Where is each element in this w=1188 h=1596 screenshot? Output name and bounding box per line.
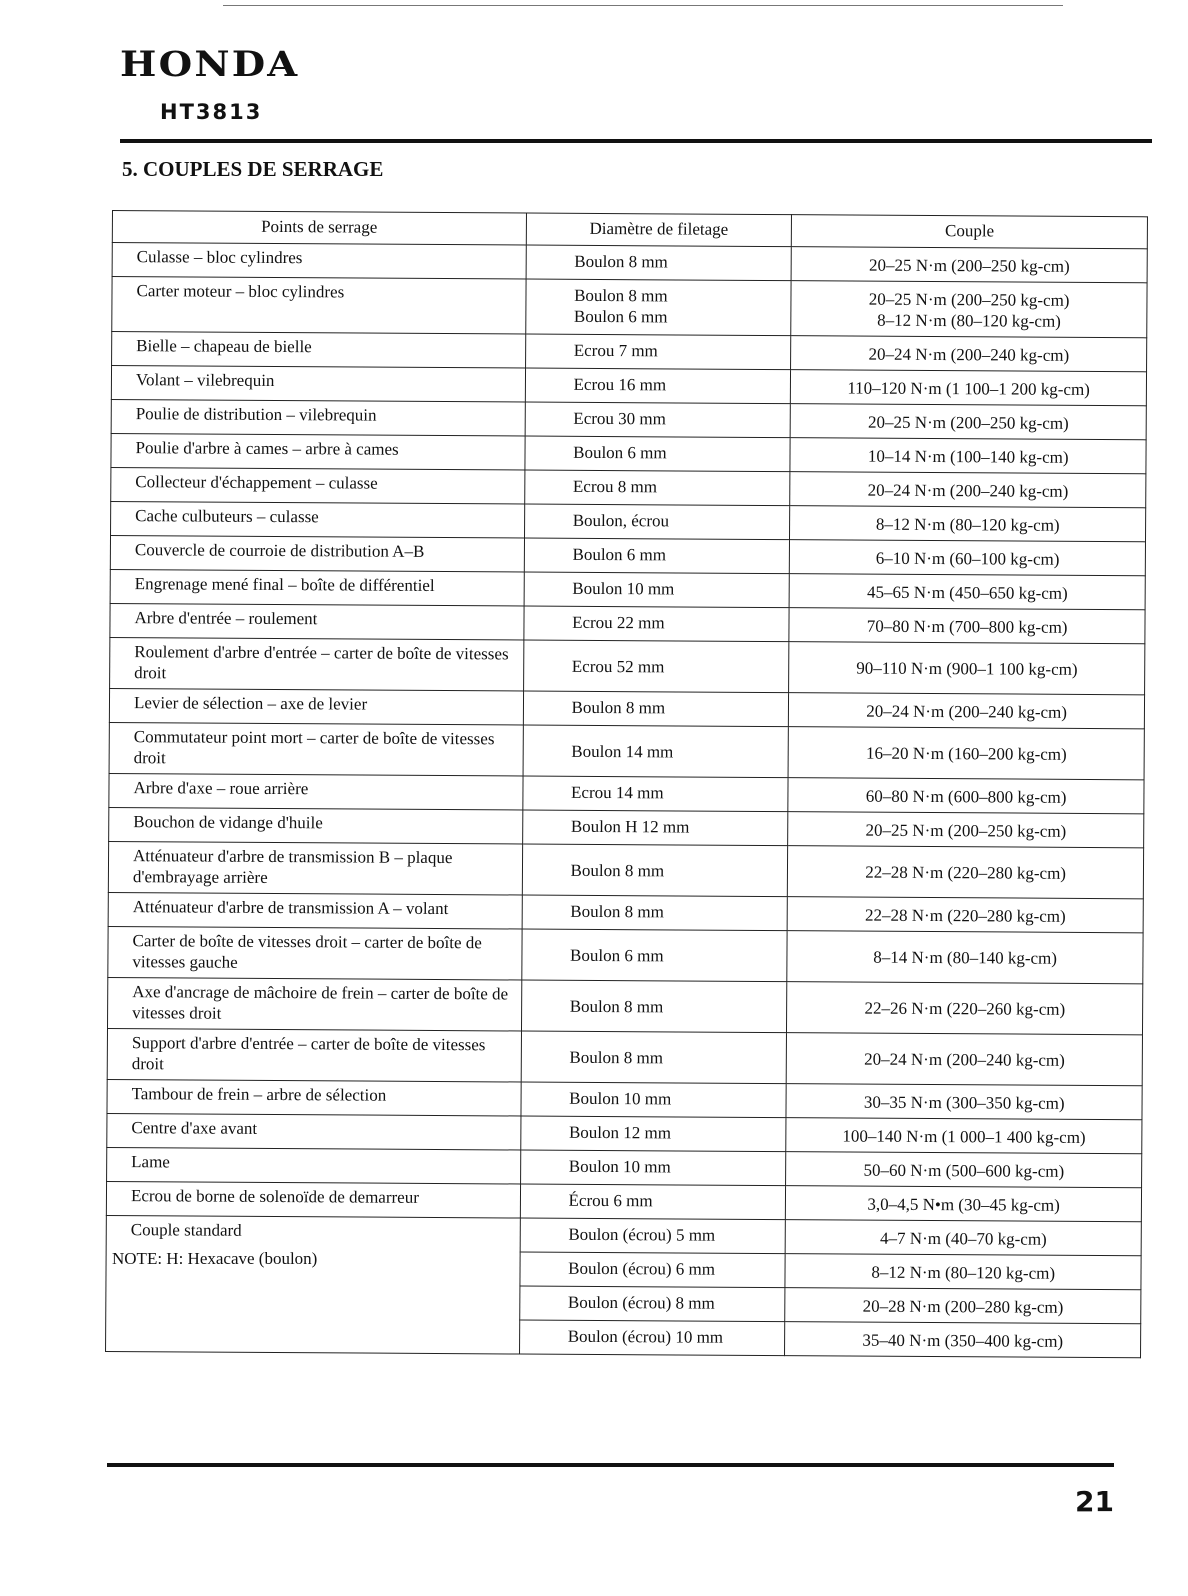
torque-value <box>786 1084 1142 1120</box>
thread-diameter <box>525 436 791 472</box>
torque-text: 22–26 N·m (220–260 kg-cm) <box>864 998 1066 1019</box>
torque-value <box>791 281 1147 338</box>
honda-logo: HONDA <box>120 44 300 85</box>
tightening-point: Roulement d'arbre d'entrée – carter de boîte de vitesses droit <box>110 637 524 691</box>
tightening-point: Culasse – bloc cylindres <box>112 243 526 280</box>
torque-text: 20–24 N·m (200–240 kg-cm) <box>868 344 1070 365</box>
thread-diameter <box>523 640 789 693</box>
thread-diameter <box>520 1150 786 1186</box>
torque-value: 35–40 N·m (350–400 kg-cm) <box>785 1322 1141 1358</box>
tightening-point: Atténuateur d'arbre de transmission A – volant <box>108 892 522 929</box>
thread-diameter <box>522 810 788 846</box>
torque-value <box>789 693 1145 729</box>
tightening-point: Bielle – chapeau de bielle <box>112 332 526 369</box>
thread-value: Ecrou 8 mm <box>572 476 658 497</box>
thread-value: Boulon 8 mm <box>569 1047 664 1067</box>
thread-diameter <box>523 725 789 778</box>
tightening-point: Carter moteur – bloc cylindres <box>112 277 526 335</box>
tightening-point: Atténuateur d'arbre de transmission B – plaque d'embrayage arrière <box>108 841 522 895</box>
tightening-point: Cache culbuteurs – culasse <box>111 501 525 538</box>
torque-text: 100–140 N·m (1 000–1 400 kg-cm) <box>842 1126 1086 1147</box>
tightening-point: Poulie de distribution – vilebrequin <box>111 399 525 436</box>
thread-value: Boulon 8 mm <box>574 285 668 306</box>
torque-text: 3,0–4,5 N•m (30–45 kg-cm) <box>867 1194 1060 1215</box>
torque-value <box>788 897 1144 933</box>
thread-diameter <box>523 691 789 727</box>
tightening-point: Levier de sélection – axe de levier <box>109 688 523 725</box>
torque-value <box>791 404 1147 440</box>
torque-text: 20–25 N·m (200–250 kg-cm) <box>865 820 1067 841</box>
torque-value <box>791 336 1147 372</box>
thread-diameter <box>522 776 788 812</box>
tightening-point: Volant – vilebrequin <box>111 366 525 403</box>
tightening-point: Engrenage mené final – boîte de différentiel <box>110 569 524 606</box>
torque-value <box>791 370 1147 406</box>
torque-text: 8–14 N·m (80–140 kg-cm) <box>873 947 1058 968</box>
torque-text: 90–110 N·m (900–1 100 kg-cm) <box>856 658 1078 679</box>
torque-text: 20–24 N·m (200–240 kg-cm) <box>866 701 1068 722</box>
thread-value: Écrou 6 mm <box>568 1190 653 1211</box>
thread-value: Boulon 10 mm <box>569 1088 672 1109</box>
table-row <box>109 722 1144 779</box>
table-row <box>108 926 1143 983</box>
torque-text: 20–25 N·m (200–250 kg-cm) <box>868 412 1069 433</box>
tightening-point: Support d'arbre d'entrée – carter de boîte de vitesses droit <box>107 1028 521 1082</box>
torque-text: 20–24 N·m (200–240 kg-cm) <box>864 1049 1065 1070</box>
thread-diameter <box>522 844 788 897</box>
model-number: HT3813 <box>160 100 263 124</box>
torque-text: 50–60 N·m (500–600 kg-cm) <box>863 1160 1065 1181</box>
column-header-points: Points de serrage <box>112 211 526 246</box>
table-row <box>112 277 1147 338</box>
thread-value: Boulon 8 mm <box>570 901 664 922</box>
thread-value: Boulon 14 mm <box>571 741 674 761</box>
torque-text: 8–12 N·m (80–120 kg-cm) <box>877 310 1061 331</box>
table-row <box>108 977 1143 1034</box>
tightening-point: Couvercle de courroie de distribution A–B <box>110 535 524 572</box>
torque-value <box>788 846 1144 899</box>
thread-value: Boulon 6 mm <box>573 442 667 463</box>
torque-value <box>791 247 1147 283</box>
thread-value: Boulon 8 mm <box>574 251 668 272</box>
thread-value: Boulon, écrou <box>572 510 670 531</box>
thread-value: Boulon 6 mm <box>570 945 664 965</box>
torque-text: 10–14 N·m (100–140 kg-cm) <box>867 446 1069 467</box>
thread-value: Boulon H 12 mm <box>570 816 690 837</box>
thread-diameter <box>521 1031 787 1084</box>
tightening-point: Commutateur point mort – carter de boîte de vitesses droit <box>109 722 523 776</box>
torque-text: 70–80 N·m (700–800 kg-cm) <box>866 616 1068 637</box>
torque-text: 20–24 N·m (200–240 kg-cm) <box>867 480 1069 501</box>
torque-value: 20–28 N·m (200–280 kg-cm) <box>785 1288 1141 1324</box>
torque-value <box>790 540 1146 576</box>
thread-diameter: Boulon (écrou) 8 mm <box>519 1286 785 1322</box>
thread-diameter <box>525 402 791 438</box>
torque-text: 20–25 N·m (200–250 kg-cm) <box>868 289 1070 310</box>
torque-value <box>789 574 1145 610</box>
page-number: 21 <box>1075 1485 1114 1518</box>
thread-value: Boulon 6 mm <box>572 544 667 565</box>
torque-value <box>786 1152 1142 1188</box>
thread-diameter <box>524 504 790 540</box>
thread-value: Ecrou 52 mm <box>571 656 665 676</box>
torque-value <box>786 1118 1142 1154</box>
thread-diameter: Boulon (écrou) 10 mm <box>519 1320 785 1356</box>
torque-value <box>790 472 1146 508</box>
tightening-point: Poulie d'arbre à cames – arbre à cames <box>111 433 525 470</box>
torque-text: 22–28 N·m (220–280 kg-cm) <box>865 862 1067 883</box>
tightening-point: Axe d'ancrage de mâchoire de frein – carter de boîte de vitesses droit <box>108 977 522 1031</box>
torque-text: 110–120 N·m (1 100–1 200 kg-cm) <box>847 378 1090 399</box>
header-rule <box>120 139 1152 143</box>
thread-diameter <box>525 334 791 370</box>
thread-value: Ecrou 16 mm <box>573 374 667 395</box>
torque-text: 16–20 N·m (160–200 kg-cm) <box>866 743 1067 764</box>
section-title: 5. COUPLES DE SERRAGE <box>122 157 384 181</box>
thread-diameter <box>524 470 790 506</box>
torque-value <box>787 1033 1143 1086</box>
top-rule <box>223 5 1063 6</box>
torque-value <box>789 642 1145 695</box>
torque-value <box>790 506 1146 542</box>
torque-value <box>788 812 1144 848</box>
torque-text: 8–12 N·m (80–120 kg-cm) <box>875 514 1060 535</box>
table-row <box>110 637 1145 694</box>
torque-value <box>787 982 1143 1035</box>
table-row <box>107 1028 1142 1085</box>
tightening-point: Collecteur d'échappement – culasse <box>111 467 525 504</box>
torque-value <box>787 931 1143 984</box>
torque-text: 20–25 N·m (200–250 kg-cm) <box>868 255 1070 276</box>
torque-value: 8–12 N·m (80–120 kg-cm) <box>785 1254 1141 1290</box>
torque-value <box>789 608 1145 644</box>
tightening-point: Ecrou de borne de solenoïde de demarreur <box>106 1181 520 1218</box>
thread-diameter <box>523 606 789 642</box>
thread-value: Boulon 12 mm <box>568 1122 672 1143</box>
thread-diameter <box>520 1184 786 1220</box>
torque-value <box>790 438 1146 474</box>
thread-value: Ecrou 14 mm <box>571 782 664 803</box>
thread-diameter <box>522 895 788 931</box>
footnote: NOTE: H: Hexacave (boulon) <box>112 1249 318 1268</box>
thread-diameter: Boulon (écrou) 5 mm <box>520 1218 786 1254</box>
footer-rule <box>107 1463 1114 1467</box>
thread-value: Boulon 8 mm <box>570 860 665 880</box>
torque-value <box>788 727 1144 780</box>
column-header-thread: Diamètre de filetage <box>526 213 792 247</box>
tightening-point: Centre d'axe avant <box>107 1113 521 1150</box>
torque-text: 30–35 N·m (300–350 kg-cm) <box>863 1092 1065 1113</box>
torque-value <box>788 778 1144 814</box>
thread-diameter <box>521 1082 787 1118</box>
thread-diameter <box>520 1116 786 1152</box>
standard-label: Couple standard <box>106 1215 520 1354</box>
torque-text: 45–65 N·m (450–650 kg-cm) <box>866 582 1068 603</box>
torque-text: 60–80 N·m (600–800 kg-cm) <box>865 786 1067 807</box>
thread-value: Ecrou 7 mm <box>573 340 658 361</box>
thread-diameter <box>526 245 792 281</box>
torque-value <box>786 1186 1142 1222</box>
torque-table <box>105 210 1148 1358</box>
thread-diameter <box>525 368 791 404</box>
thread-value: Boulon 10 mm <box>572 578 675 599</box>
torque-text: 6–10 N·m (60–100 kg-cm) <box>875 548 1060 569</box>
column-header-torque: Couple <box>792 215 1148 249</box>
thread-diameter <box>524 538 790 574</box>
thread-value: Boulon 6 mm <box>573 306 668 327</box>
tightening-point: Carter de boîte de vitesses droit – carter de boîte de vitesses gauche <box>108 926 522 980</box>
thread-diameter <box>524 572 790 608</box>
tightening-point: Lame <box>107 1147 521 1184</box>
thread-value: Ecrou 30 mm <box>573 408 666 429</box>
table-row <box>108 841 1143 898</box>
torque-value: 4–7 N·m (40–70 kg-cm) <box>786 1220 1142 1256</box>
thread-diameter <box>521 980 787 1033</box>
thread-value: Boulon 8 mm <box>571 697 666 718</box>
torque-text: 22–28 N·m (220–280 kg-cm) <box>865 905 1066 926</box>
tightening-point: Bouchon de vidange d'huile <box>109 807 523 844</box>
thread-value: Boulon 10 mm <box>568 1156 671 1177</box>
thread-value: Ecrou 22 mm <box>572 612 665 633</box>
thread-diameter <box>521 929 787 982</box>
tightening-point: Tambour de frein – arbre de sélection <box>107 1079 521 1116</box>
thread-diameter <box>525 279 791 336</box>
tightening-point: Arbre d'axe – roue arrière <box>109 773 523 810</box>
thread-diameter: Boulon (écrou) 6 mm <box>520 1252 786 1288</box>
thread-value: Boulon 8 mm <box>569 996 664 1016</box>
tightening-point: Arbre d'entrée – roulement <box>110 603 524 640</box>
